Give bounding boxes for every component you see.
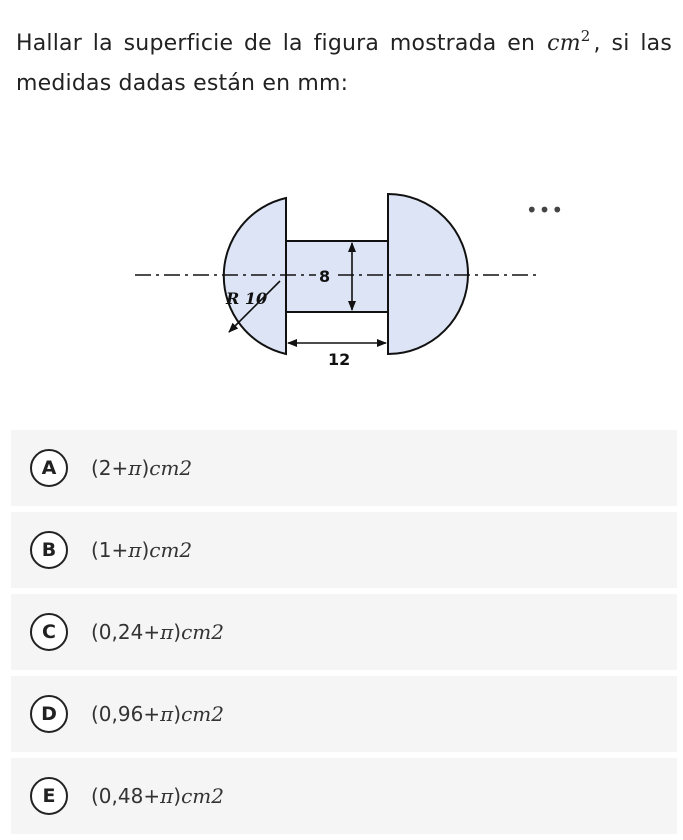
option-letter-badge: A xyxy=(30,449,68,487)
center-rectangle xyxy=(286,241,388,312)
unit-base: cm xyxy=(547,31,581,56)
option-a[interactable] xyxy=(11,430,677,506)
answer-options xyxy=(11,430,677,840)
option-text: (0,48+π)cm2 xyxy=(91,784,224,808)
question-text-before: Hallar la superficie de la figura mostrada en xyxy=(16,31,536,56)
option-d[interactable] xyxy=(11,676,677,752)
left-half-disc xyxy=(224,198,286,354)
option-e[interactable] xyxy=(11,758,677,834)
height-label: 8 xyxy=(319,267,331,286)
unit-math xyxy=(547,27,591,56)
unit-exponent: 2 xyxy=(580,27,591,45)
option-letter-badge: E xyxy=(30,777,68,815)
right-half-disc xyxy=(388,194,468,354)
option-letter-badge: D xyxy=(30,695,68,733)
option-text: (2+π)cm2 xyxy=(91,456,193,480)
option-text: (1+π)cm2 xyxy=(91,538,193,562)
width-label: 12 xyxy=(328,350,351,369)
more-options-button[interactable]: ••• xyxy=(525,198,565,222)
option-c[interactable] xyxy=(11,594,677,670)
radius-label: R 10 xyxy=(226,289,268,308)
option-text: (0,96+π)cm2 xyxy=(91,702,224,726)
question-text xyxy=(16,16,672,104)
option-letter-badge: B xyxy=(30,531,68,569)
question-text-after: , si las medidas dadas están en mm: xyxy=(16,31,673,96)
geometry-figure xyxy=(130,188,550,378)
option-letter-badge: C xyxy=(30,613,68,651)
option-text: (0,24+π)cm2 xyxy=(91,620,224,644)
option-b[interactable] xyxy=(11,512,677,588)
